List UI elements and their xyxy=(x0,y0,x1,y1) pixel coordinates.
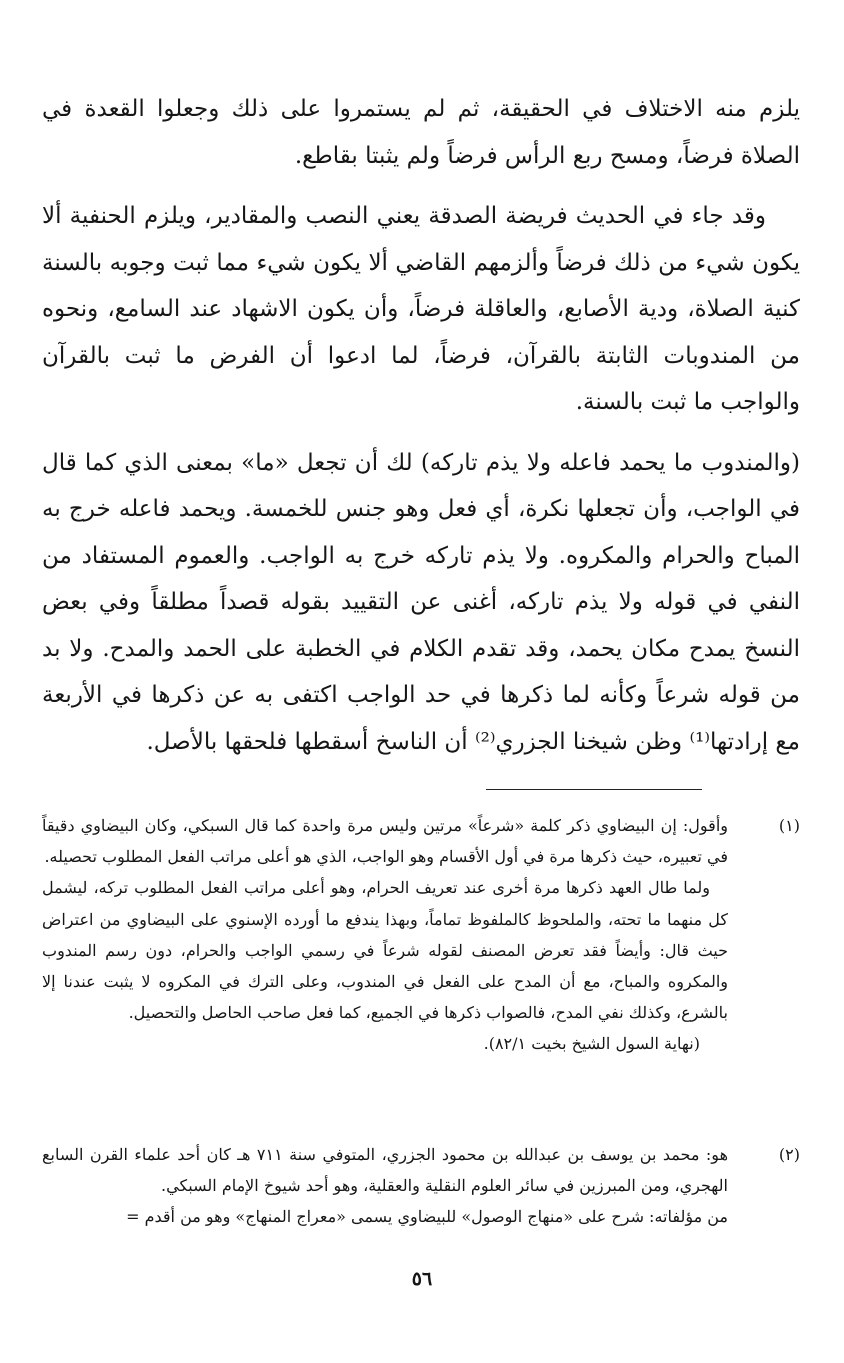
footnote-1-paragraph-2: ولما طال العهد ذكرها مرة أخرى عند تعريف الحرام، وهو أعلى مراتب الفعل المطلوب تركه، ليشمل كل منهما ما تحته، والملحوظ كالملفوظ تماماً، وبهذا يندفع ما أورده الإسنوي على البيضاوي من اعتراض حيث قال: وأيضاً فقد تعرض المصنف لقوله شرعاً في رسمي الواجب والحرام، دون رسم المندوب والمكروه والمباح، مع أن المدح على الفعل في المندوب، وعلى الترك في المكروه لا يثبت عندنا إلا بالشرع، وكذلك نفي المدح، فالصواب ذكرها في الجميع، كما فعل صاحب الحاصل والتحصيل. xyxy=(42,878,728,1023)
page-number: ٥٦ xyxy=(411,1268,433,1290)
main-text xyxy=(42,86,800,765)
footnote-1-number: (١) xyxy=(778,816,800,835)
footnote-1 xyxy=(42,810,800,1060)
footnote-2-paragraph-1: هو: محمد بن يوسف بن عبدالله بن محمود الجزري، المتوفي سنة ٧١١ هـ كان أحد علماء القرن السابع الهجري، ومن المبرزين في سائر العلوم النقلية والعقلية، وهو أحد شيوخ الإمام السبكي. xyxy=(42,1145,728,1196)
footnote-2-paragraph-2: من مؤلفاته: شرح على «منهاج الوصول» للبيضاوي يسمى «معراج المنهاج» وهو من أقدم = xyxy=(126,1207,728,1227)
main-paragraph-3: (والمندوب ما يحمد فاعله ولا يذم تاركه) لك أن تجعل «ما» بمعنى الذي كما قال في الواجب، وأن تجعلها نكرة، أي فعل وهو جنس للخمسة. ويحمد فاعله خرج به المباح والحرام والمكروه. ولا يذم تاركه خرج به الواجب. والعموم المستفاد من النفي في قوله ولا يذم تاركه، أغنى عن التقييد بقوله قصداً مطلقاً وفي بعض النسخ يمدح مكان يحمد، وقد تقدم الكلام في الخطبة على الحمد والمدح. ولا بد من قوله شرعاً وكأنه لما ذكرها في حد الواجب اكتفى به عن ذكرها في الأربعة مع إرادتها⁽¹⁾ وظن شيخنا الجزري⁽²⁾ أن الناسخ أسقطها فلحقها بالأصل. xyxy=(42,449,800,755)
main-paragraph-1: يلزم منه الاختلاف في الحقيقة، ثم لم يستمروا على ذلك وجعلوا القعدة في الصلاة فرضاً، ومسح ربع الرأس فرضاً ولم يثبتا بقاطع. xyxy=(42,96,800,169)
footnote-separator xyxy=(486,789,702,790)
main-paragraph-2: وقد جاء في الحديث فريضة الصدقة يعني النصب والمقادير، ويلزم الحنفية ألا يكون شيء من ذلك فرضاً وألزمهم القاضي ألا يكون شيء مما ثبت وجوبه بالسنة كنية الصلاة، ودية الأصابع، والعاقلة فرضاً، وأن يكون الاشهاد عند السامع، ونحوه من المندوبات الثابتة بالقرآن، فرضاً، لما ادعوا أن الفرض ما ثبت بالقرآن والواجب ما ثبت بالسنة. xyxy=(42,203,800,415)
footnote-2-body xyxy=(42,1139,728,1233)
footnote-1-source: (نهاية السول الشيخ بخيت ٨٢/١). xyxy=(483,1034,700,1054)
footnote-2 xyxy=(42,1139,800,1233)
footnote-2-number: (٢) xyxy=(778,1145,800,1164)
footnote-1-body xyxy=(42,810,728,1060)
footnote-1-paragraph-1: وأقول: إن البيضاوي ذكر كلمة «شرعاً» مرتين وليس مرة واحدة كما قال السبكي، وكان البيضاوي دقيقاً في تعبيره، حيث ذكرها مرة في أول الأقسام وهو الواجب، الذي هو أعلى مراتب الفعل المطلوب تحصيله. xyxy=(42,816,728,867)
